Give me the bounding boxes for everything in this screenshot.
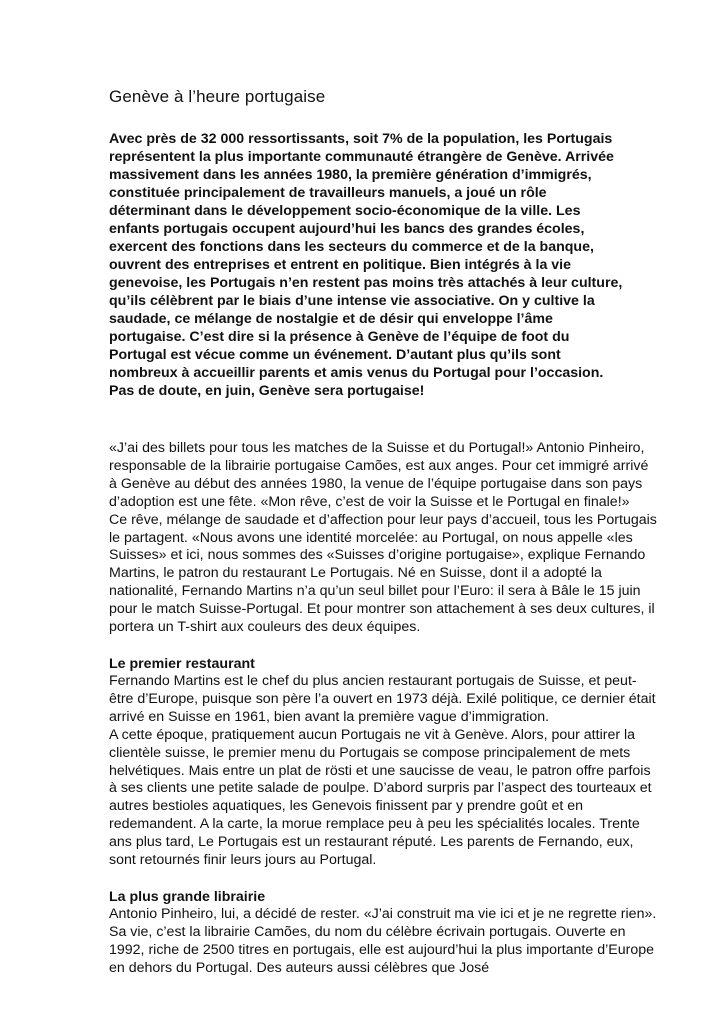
article-lead: Avec près de 32 000 ressortissants, soit 7% de la population, les Portugais représentent la plus importante communauté étrangère de Genève. Arrivée massivement dans les années 1980, la première génération d’immigrés, constituée principalement de travailleurs manuels, a joué un rôle déterminant dans le développement socio-économique de la ville. Les enfants portugais occupent aujourd’hui les bancs des grandes écoles, exercent des fonctions dans les secteurs du commerce et de la banque, ouvrent des entreprises et entrent en politique. Bien intégrés à la vie genevoise, les Portugais n’en restent pas moins très attachés à leur culture, qu’ils célèbrent par le biais d’une intense vie associative. On y cultive la saudade, ce mélange de nostalgie et de désir qui enveloppe l’âme portugaise. C’est dire si la présence à Genève de l’équipe de foot du Portugal est vécue comme un événement. D’autant plus qu’ils sont nombreux à accueillir parents et amis venus du Portugal pour l’occasion. Pas de doute, en juin, Genève sera portugaise!: [109, 131, 623, 399]
intro-section: [109, 440, 657, 637]
intro-paragraph-2: Ce rêve, mélange de saudade et d’affection pour leur pays d’accueil, tous les Portugais le partagent. «Nous avons une identité morcelée: au Portugal, on nous appelle «les Suisses» et ici, nous sommes des «Suisses d’origine portugaise», explique Fernando Martins, le patron du restaurant Le Portugais. Né en Suisse, dont il a adopté la nationalité, Fernando Martins n’a qu’un seul billet pour l’Euro: il sera à Bâle le 15 juin pour le match Suisse-Portugal. Et pour montrer son attachement à ses deux cultures, il portera un T-shirt aux couleurs des deux équipes.: [109, 511, 657, 636]
section-heading-premier-restaurant: Le premier restaurant: [109, 655, 255, 672]
section-plus-grande-librairie: [109, 888, 657, 978]
article-title: Genève à l’heure portugaise: [109, 87, 326, 106]
section-heading-plus-grande-librairie: La plus grande librairie: [109, 888, 266, 905]
section2-paragraph-1: Antonio Pinheiro, lui, a décidé de rester. «J’ai construit ma vie ici et je ne regrette rien». Sa vie, c’est la librairie Camões, du nom du célèbre écrivain portugais. Ouverte en 1992, riche de 2500 titres en portugais, elle est aujourd’hui la plus importante d’Europe en dehors du Portugal. Des auteurs aussi célèbres que José: [109, 905, 657, 976]
document-page: [109, 86, 669, 978]
section1-paragraph-2: A cette époque, pratiquement aucun Portugais ne vit à Genève. Alors, pour attirer la clientèle suisse, le premier menu du Portugais se compose principalement de mets helvétiques. Mais entre un plat de rösti et une saucisse de veau, le patron offre parfois à ses clients une petite salade de poulpe. D’abord surpris par l’aspect des tourteaux et autres bestioles aquatiques, les Genevois finissent par y prendre goût et en redemandent. A la carte, la morue remplace peu à peu les spécialités locales. Trente ans plus tard, Le Portugais est un restaurant réputé. Les parents de Fernando, eux, sont retournés finir leurs jours au Portugal.: [109, 726, 652, 869]
section1-paragraph-1: Fernando Martins est le chef du plus ancien restaurant portugais de Suisse, et peut-être d’Europe, puisque son père l’a ouvert en 1973 déjà. Exilé politique, ce dernier était arrivé en Suisse en 1961, bien avant la première vague d’immigration.: [109, 672, 656, 725]
intro-paragraph-1: «J’ai des billets pour tous les matches de la Suisse et du Portugal!» Antonio Pinheiro, responsable de la librairie portugaise Camões, est aux anges. Pour cet immigré arrivé à Genève au début des années 1980, la venue de l’équipe portugaise dans son pays d’adoption est une fête. «Mon rêve, c’est de voir la Suisse et le Portugal en finale!»: [109, 440, 649, 510]
section-premier-restaurant: [109, 655, 657, 870]
